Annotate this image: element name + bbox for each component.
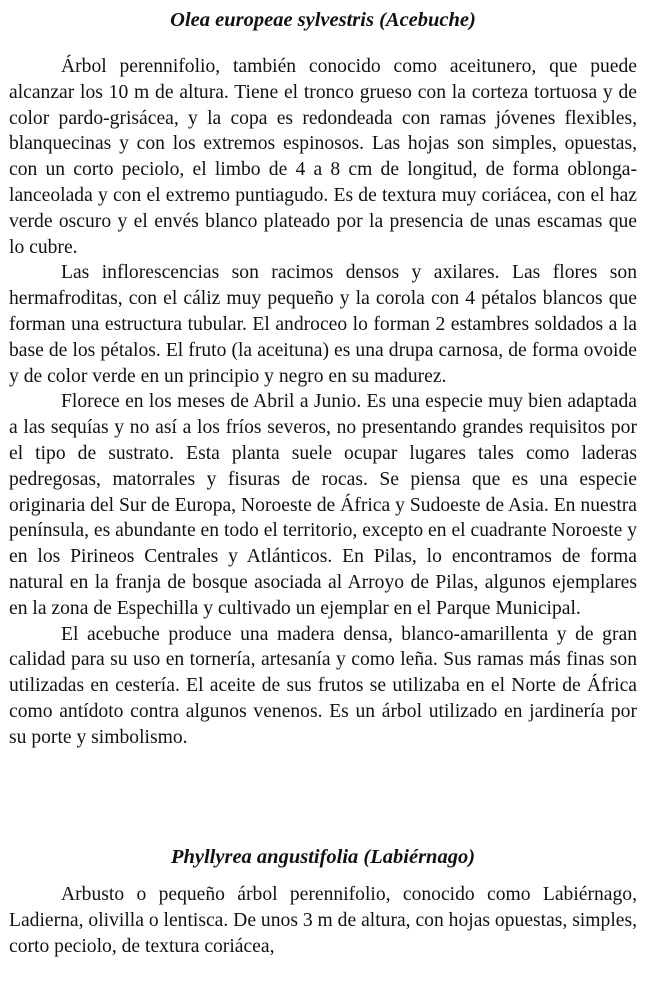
paragraph-flowers: Las inflorescencias son racimos densos y axilares. Las flores son hermafroditas, con el cáliz muy pequeño y la corola con 4 pétalos blancos que forman una estructura tubular. El androceo lo forman 2 estambres soldados a la base de los pétalos. El fruto (la aceituna) es una drupa carnosa, de forma ovoide y de color verde en un principio y negro en su madurez.: [9, 262, 637, 387]
paragraph-description: Árbol perennifolio, también conocido como aceitunero, que puede alcanzar los 10 m de altura. Tiene el tronco grueso con la corteza tortuosa y de color pardo-grisácea, y la copa es redondeada con ramas jóvenes flexibles, blanquecinas y con los extremos espinosos. Las hojas son simples, opuestas, con un corto peciolo, el limbo de 4 a 8 cm de longitud, de forma oblonga-lanceolada y con el extremo puntiagudo. Es de textura muy coriácea, con el haz verde oscuro y el envés blanco plateado por la presencia de unas escamas que lo cubre.: [9, 56, 637, 258]
species-description-labiernago: [9, 882, 637, 959]
species-title-acebuche: Olea europeae sylvestris (Acebuche): [170, 9, 476, 31]
paragraph-description: Arbusto o pequeño árbol perennifolio, conocido como Labiérnago, Ladierna, olivilla o lentisca. De unos 3 m de altura, con hojas opuestas, simples, corto peciolo, de textura coriácea,: [9, 884, 637, 957]
paragraph-habitat: Florece en los meses de Abril a Junio. Es una especie muy bien adaptada a las sequías y no así a los fríos severos, no presentando grandes requisitos por el tipo de sustrato. Esta planta suele ocupar lugares tales como laderas pedregosas, matorrales y fisuras de rocas. Se piensa que es una especie originaria del Sur de Europa, Noroeste de África y Sudoeste de Asia. En nuestra península, es abundante en todo el territorio, excepto en el cuadrante Noroeste y en los Pirineos Centrales y Atlánticos. En Pilas, lo encontramos de forma natural en la franja de bosque asociada al Arroyo de Pilas, algunos ejemplares en la zona de Espechilla y cultivado un ejemplar en el Parque Municipal.: [9, 391, 637, 619]
species-title-labiernago: Phyllyrea angustifolia (Labiérnago): [170, 846, 476, 868]
paragraph-uses: El acebuche produce una madera densa, blanco-amarillenta y de gran calidad para su uso en tornería, artesanía y como leña. Sus ramas más finas son utilizadas en cestería. El aceite de sus frutos se utilizaba en el Norte de África como antídoto contra algunos venenos. Es un árbol utilizado en jardinería por su porte y simbolismo.: [9, 623, 637, 748]
species-description-acebuche: [9, 54, 637, 751]
